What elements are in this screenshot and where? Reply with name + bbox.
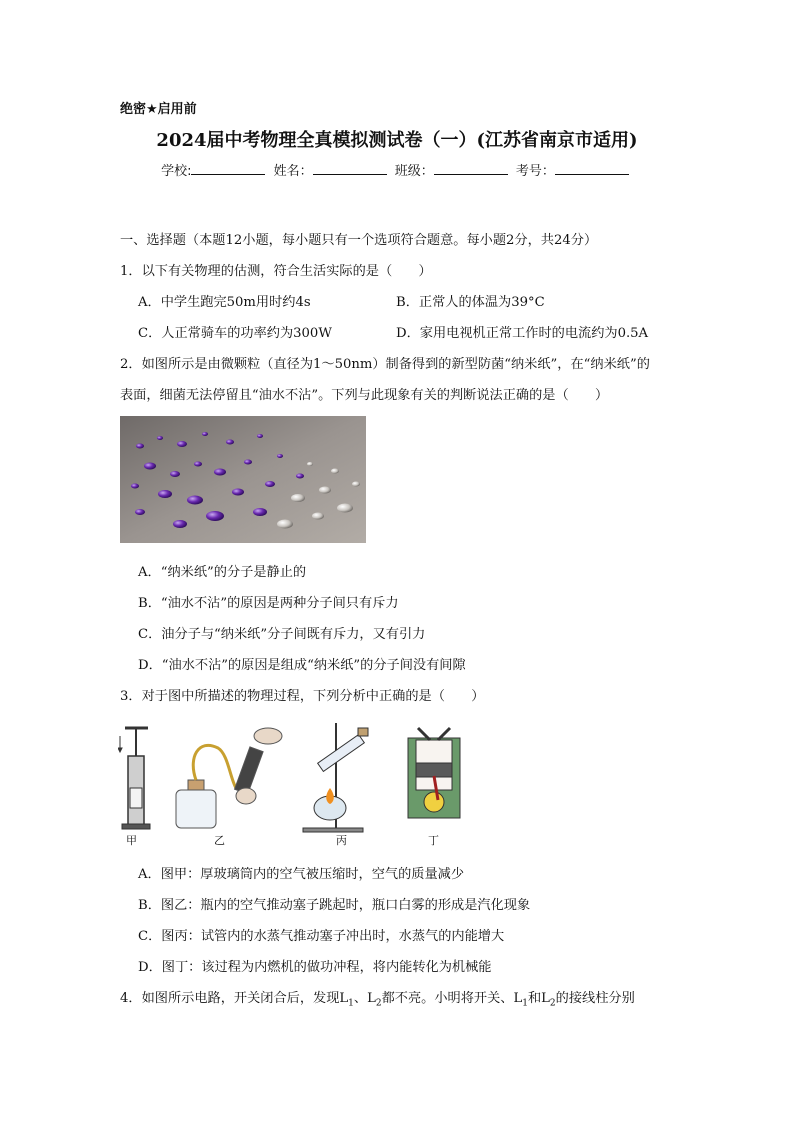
q1-option-d: D．家用电视机正常工作时的电流约为0.5A [396, 326, 649, 341]
exam-number-blank[interactable] [555, 162, 629, 175]
exam-number-label: 考号： [515, 164, 555, 179]
q3-option-b: B．图乙：瓶内的空气推动塞子跳起时，瓶口白雾的形成是汽化现象 [138, 898, 531, 913]
q2-option-b: B．“油水不沾”的原因是两种分子间只有斥力 [138, 596, 399, 611]
class-blank[interactable] [434, 162, 508, 175]
caption-jia: 甲 [126, 834, 137, 846]
q1-option-a: A．中学生跑完50m用时约4s [138, 295, 311, 310]
q2-stem-line1: 2．如图所示是由微颗粒（直径为1～50nm）制备得到的新型防菌“纳米纸”，在“纳米纸”的 [120, 357, 650, 372]
q3-option-c: C．图丙：试管内的水蒸气推动塞子冲出时，水蒸气的内能增大 [138, 929, 505, 944]
q2-option-c: C．油分子与“纳米纸”分子间既有斥力，又有引力 [138, 627, 426, 642]
figure-yi-bottle-pump [176, 728, 282, 828]
q1-option-c: C．人正常骑车的功率约为300W [138, 326, 332, 341]
caption-bing: 丙 [336, 834, 347, 846]
nano-paper-droplets-photo [120, 416, 366, 543]
q1-option-b: B．正常人的体温为39°C [396, 295, 545, 310]
q3-option-d: D．图丁：该过程为内燃机的做功冲程，将内能转化为机械能 [138, 960, 492, 975]
figure-jia-compression-tube [118, 728, 150, 829]
page-title: 2024届中考物理全真模拟测试卷（一）(江苏省南京市适用) [156, 130, 638, 151]
q2-option-a: A．“纳米纸”的分子是静止的 [138, 565, 307, 580]
school-label: 学校: [161, 164, 192, 179]
caption-ding: 丁 [428, 834, 439, 846]
section-heading: 一、选择题（本题12小题，每小题只有一个选项符合题意。每小题2分，共24分） [120, 233, 598, 248]
name-blank[interactable] [313, 162, 387, 175]
q3-stem: 3．对于图中所描述的物理过程，下列分析中正确的是（ ） [120, 689, 485, 704]
name-label: 姓名： [273, 164, 313, 179]
school-blank[interactable] [191, 162, 265, 175]
q3-option-a: A．图甲：厚玻璃筒内的空气被压缩时，空气的质量减少 [138, 867, 465, 882]
q4-stem: 4．如图所示电路，开关闭合后，发现$L_1$、$L_2$都不亮。小明将开关、$L_1$和$L_2$的接线柱分别 [120, 991, 635, 1009]
q2-stem-line2: 表面，细菌无法停留且“油水不沾”。下列与此现象有关的判断说法正确的是（ ） [120, 388, 609, 403]
physics-process-figures [118, 718, 538, 846]
q1-stem: 1．以下有关物理的估测，符合生活实际的是（ ） [120, 264, 432, 279]
figure-ding-engine-cylinder [408, 728, 460, 818]
q2-option-d: D．“油水不沾”的原因是组成“纳米纸”的分子间没有间隙 [138, 658, 466, 673]
student-info-fields [0, 160, 794, 179]
secret-label: 绝密★启用前 [120, 102, 197, 117]
class-label: 班级： [394, 164, 434, 179]
caption-yi: 乙 [214, 834, 225, 846]
figure-bing-test-tube-flame [303, 723, 368, 832]
